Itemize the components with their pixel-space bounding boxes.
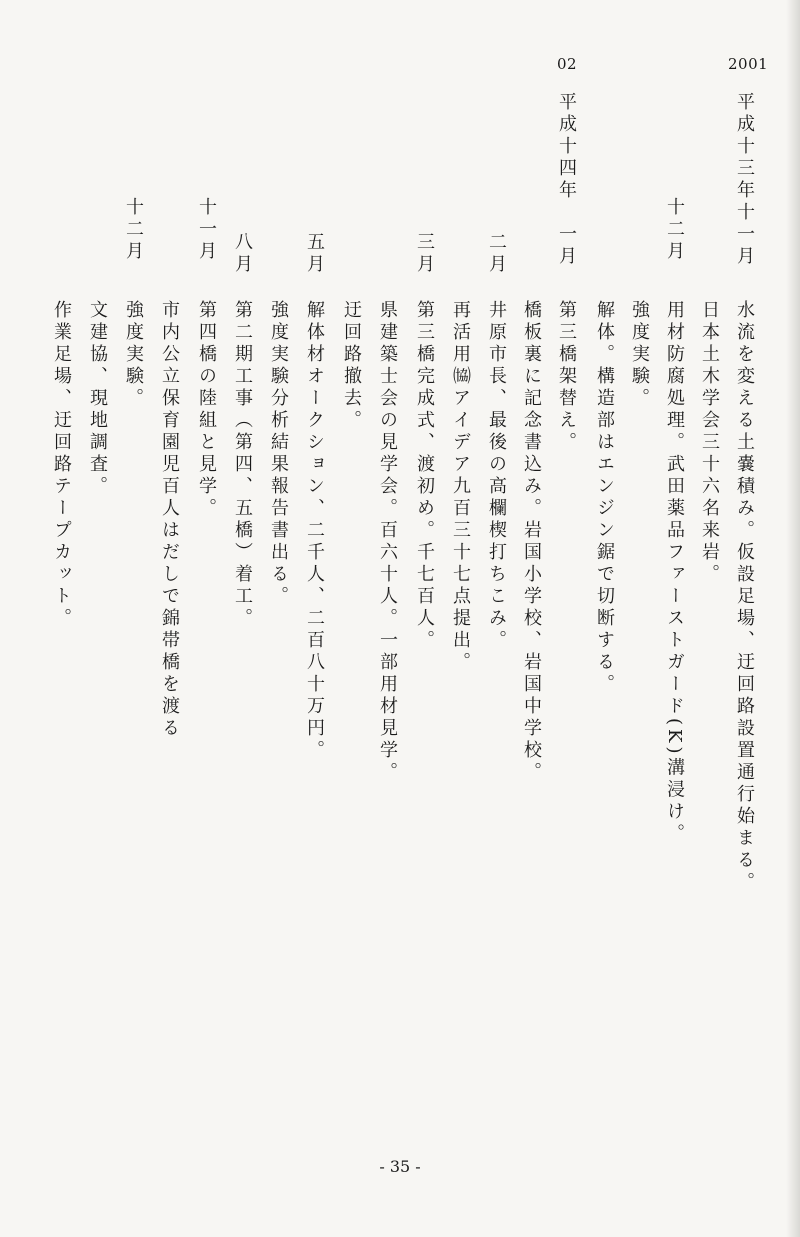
- entry-date: 十二月: [123, 197, 144, 263]
- entry-date: 五月: [304, 232, 325, 276]
- entry-text: 解体。構造部はエンジン鋸で切断する。: [594, 300, 615, 696]
- entry-text: 橋板裏に記念書込み。岩国小学校、岩国中学校。: [521, 300, 542, 784]
- entry-date: 平成十三年十一月: [734, 92, 755, 268]
- entry-text: 強度実験。: [629, 300, 650, 410]
- entry-date: 八月: [232, 232, 253, 276]
- entry-text: 用材防腐処理。武田薬品ファーストガード(K)溝浸け。: [664, 300, 685, 846]
- page-edge-shadow: [786, 0, 800, 1237]
- year-label-2001: 2001: [728, 55, 769, 73]
- entry-text: 作業足場、迂回路テープカット。: [51, 300, 72, 630]
- entry-text: 再活用㈿アイデア九百三十七点提出。: [450, 300, 471, 674]
- entry-text: 県建築士会の見学会。百六十人。一部用材見学。: [377, 300, 398, 784]
- entry-date: 十一月: [196, 197, 217, 263]
- entry-date: 十二月: [664, 197, 685, 263]
- year-label-02: 02: [557, 55, 578, 73]
- page-number: - 35 -: [379, 1157, 421, 1176]
- entry-text: 強度実験。: [123, 300, 144, 410]
- entry-text: 第三橋架替え。: [556, 300, 577, 454]
- entry-text: 水流を変える土嚢積み。仮設足場、迂回路設置通行始まる。: [734, 300, 755, 894]
- entry-text: 第三橋完成式、渡初め。千七百人。: [414, 300, 435, 652]
- entry-text: 強度実験分析結果報告書出る。: [268, 300, 289, 608]
- entry-text: 第四橋の陸組と見学。: [196, 300, 217, 520]
- entry-text: 解体材オークション、二千人、二百八十万円。: [304, 300, 325, 762]
- entry-text: 日本土木学会三十六名来岩。: [699, 300, 720, 586]
- entry-date: 二月: [486, 232, 507, 276]
- entry-text: 井原市長、最後の高欄楔打ちこみ。: [486, 300, 507, 652]
- entry-text: 迂回路撤去。: [341, 300, 362, 432]
- entry-text: 第二期工事（第四、五橋）着工。: [232, 300, 253, 630]
- entry-date: 三月: [414, 232, 435, 276]
- entry-text: 市内公立保育園児百人はだしで錦帯橋を渡る: [159, 300, 180, 740]
- entry-text: 文建協、現地調査。: [87, 300, 108, 498]
- entry-date: 平成十四年 一月: [556, 92, 577, 268]
